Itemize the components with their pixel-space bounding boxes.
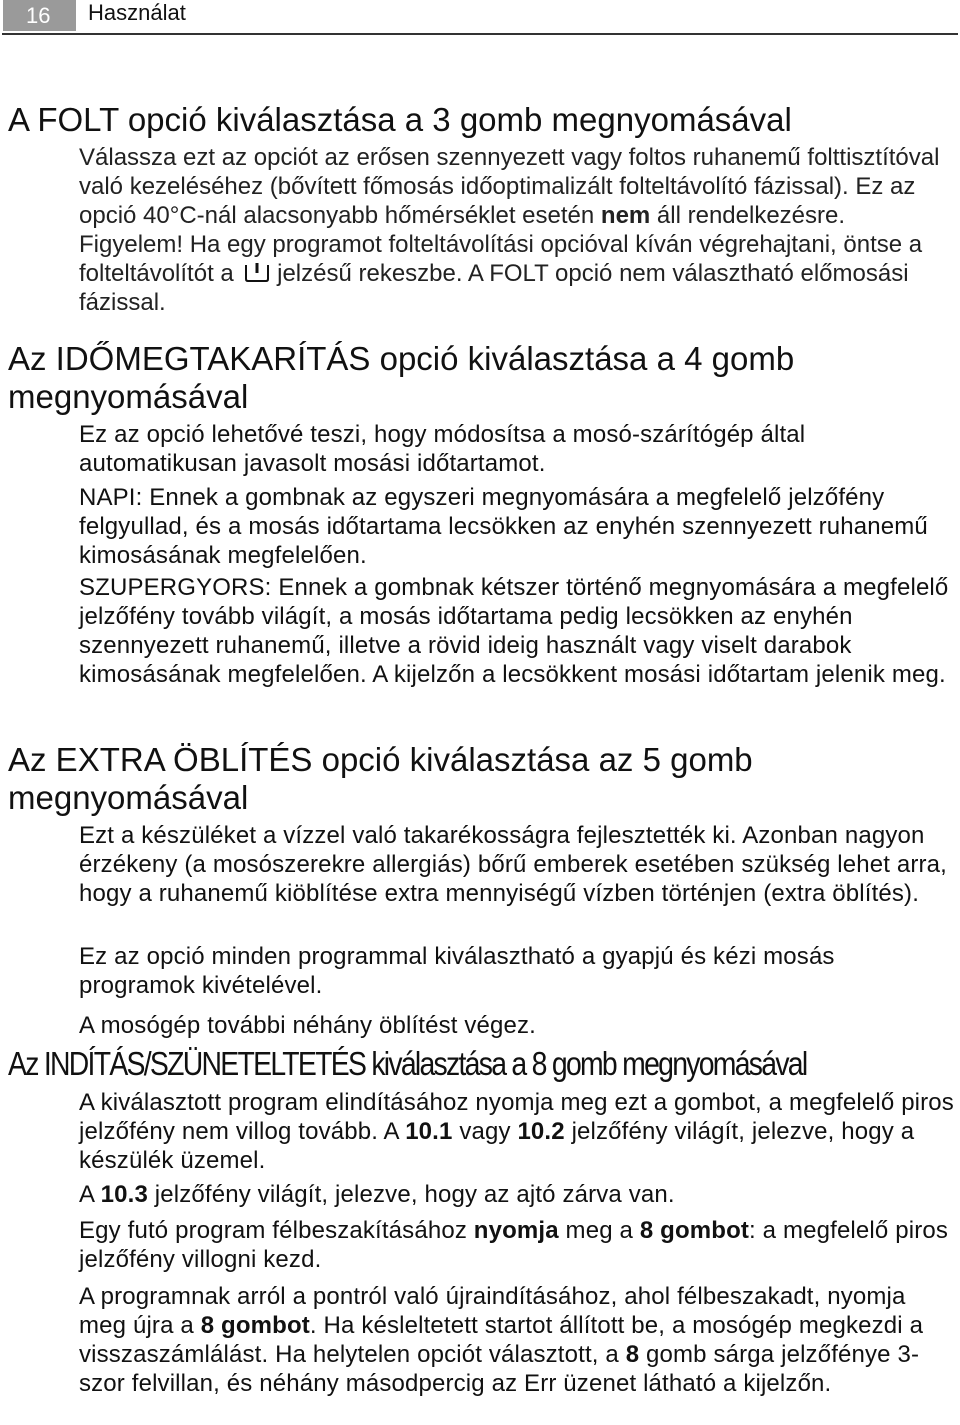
paragraph-interrupt: Egy futó program félbeszakításához nyomja meg a 8 gombot: a megfelelő piros jelzőfény villogni kezd. xyxy=(79,1217,948,1273)
paragraph-extra-oblites-rinse: A mosógép további néhány öblítést végez. xyxy=(79,1012,536,1039)
stain-remover-compartment-icon xyxy=(244,261,270,283)
section-name: Használat xyxy=(88,0,186,25)
section-title-folt: A FOLT opció kiválasztása a 3 gomb megnyomásával xyxy=(8,101,792,138)
paragraph-napi: NAPI: Ennek a gombnak az egyszeri megnyomására a megfelelő jelzőfény felgyullad, és a mosás időtartama lecsökken az enyhén szennyezett ruhanemű kimosásának megfelelően. xyxy=(79,484,928,569)
paragraph-door-light: A 10.3 jelzőfény világít, jelezve, hogy az ajtó zárva van. xyxy=(79,1181,675,1208)
paragraph-szupergyors: SZUPERGYORS: Ennek a gombnak kétszer történő megnyomására a megfelelő jelzőfény tovább világít, a mosás időtartama pedig lecsökken az enyhén szennyezett ruhanemű, illetve a rövid ideig használt vagy viselt darabok kimosásának megfelelően. A kijelzőn a lecsökkent mosási időtartam jelenik meg. xyxy=(79,574,949,688)
section-title-idomegtakaritas: Az IDŐMEGTAKARÍTÁS opció kiválasztása a 4 gomb megnyomásával xyxy=(8,340,795,415)
paragraph-folt: Válassza ezt az opciót az erősen szennyezett vagy foltos ruhanemű folttisztítóval való kezeléséhez (bővített főmosás időoptimalizált folteltávolító fázissal). Ez az opció 40°C-nál alacsonyabb hőmérséklet esetén nem áll rendelkezésre. Figyelem! Ha egy programot folteltávolítási opcióval kíván végrehajtani, öntse a folteltávolítót a jelzésű rekeszbe. A FOLT opció nem választható előmosási fázissal. xyxy=(79,144,940,316)
section-title-extra-oblites: Az EXTRA ÖBLÍTÉS opció kiválasztása az 5 gomb megnyomásával xyxy=(8,741,753,816)
paragraph-idomegtakaritas-intro: Ez az opció lehetővé teszi, hogy módosítsa a mosó-szárítógép által automatikusan javasolt mosási időtartamot. xyxy=(79,421,806,477)
section-title-inditas: Az INDÍTÁS/SZÜNETELTETÉS kiválasztása a 8 gomb megnyomásával xyxy=(8,1045,807,1082)
paragraph-extra-oblites-programs: Ez az opció minden programmal kiválasztható a gyapjú és kézi mosás programok kivételével. xyxy=(79,943,835,999)
paragraph-inditas-start: A kiválasztott program elindításához nyomja meg ezt a gombot, a megfelelő piros jelzőfény nem villog tovább. A 10.1 vagy 10.2 jelzőfény világít, jelezve, hogy a készülék üzemel. xyxy=(79,1089,954,1174)
paragraph-restart: A programnak arról a pontról való újraindításához, ahol félbeszakadt, nyomja meg újra a 8 gombot. Ha késleltetett startot állított be, a mosógép megkezdi a visszaszámlálást. Ha helytelen opciót választott, a 8 gomb sárga jelzőfénye 3-szor felvillan, és néhány másodpercig az Err üzenet látható a kijelzőn. xyxy=(79,1283,924,1397)
page-number: 16 xyxy=(3,0,76,31)
paragraph-extra-oblites-intro: Ezt a készüléket a vízzel való takarékosságra fejlesztették ki. Azonban nagyon érzékeny (a mosószerekre allergiás) bőrű emberek esetében szükség lehet arra, hogy a ruhanemű kiöblítése extra mennyiségű vízben történjen (extra öblítés). xyxy=(79,822,947,907)
header-divider xyxy=(2,33,958,35)
page-header xyxy=(0,0,960,36)
